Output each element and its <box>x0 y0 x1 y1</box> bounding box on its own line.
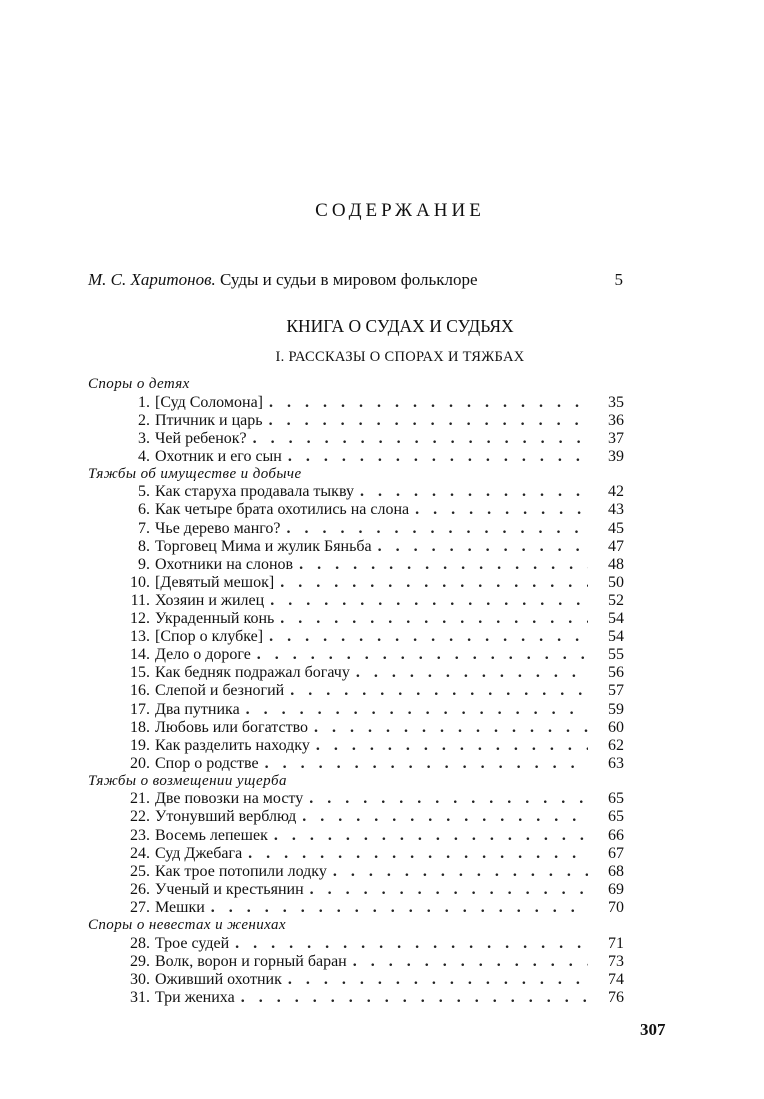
section-title: I. РАССКАЗЫ О СПОРАХ И ТЯЖБАХ <box>275 349 525 365</box>
dot-leader <box>248 845 588 863</box>
toc-entry <box>88 971 624 989</box>
dot-leader <box>378 538 588 556</box>
entry-title: Птичник и царь <box>155 411 263 429</box>
entry-number: 25. <box>130 862 150 880</box>
preface-entry <box>88 270 623 290</box>
entry-number: 8. <box>138 537 150 555</box>
entry-page: 76 <box>608 988 624 1006</box>
dot-leader <box>257 646 588 664</box>
entry-title: Как бедняк подражал богачу <box>155 664 350 682</box>
entry-page: 68 <box>608 862 624 880</box>
preface-title: Суды и судьи в мировом фольклоре <box>219 270 478 289</box>
toc-entry <box>88 394 624 412</box>
dot-leader <box>310 881 588 899</box>
entry-title: Волк, ворон и горный баран <box>155 952 347 970</box>
toc-entry <box>88 574 624 592</box>
entry-title: Суд Джебага <box>155 844 243 862</box>
toc-entry <box>88 412 624 430</box>
dot-leader <box>333 863 588 881</box>
dot-leader <box>290 682 588 700</box>
toc-entry <box>88 827 624 845</box>
entry-number: 22. <box>130 808 150 826</box>
entry-page: 50 <box>608 573 624 591</box>
entry-number: 15. <box>130 664 150 682</box>
dot-leader <box>270 592 588 610</box>
entry-page: 67 <box>608 844 624 862</box>
entry-page: 57 <box>608 682 624 700</box>
dot-leader <box>299 556 588 574</box>
toc-entry <box>88 610 624 628</box>
entry-title: Три жениха <box>155 988 235 1006</box>
entry-page: 47 <box>608 537 624 555</box>
entry-page: 54 <box>608 610 624 628</box>
dot-leader <box>280 610 588 628</box>
entry-page: 54 <box>608 628 624 646</box>
contents-heading: СОДЕРЖАНИЕ <box>315 200 485 221</box>
toc-entry <box>88 628 624 646</box>
entry-title: Мешки <box>155 898 205 916</box>
dot-leader <box>235 935 588 953</box>
toc-entry <box>88 737 624 755</box>
entry-number: 28. <box>130 934 150 952</box>
entry-title: [Спор о клубке] <box>155 628 264 646</box>
toc-entry <box>88 953 624 971</box>
entry-title: [Суд Соломона] <box>155 393 263 411</box>
dot-leader <box>211 899 588 917</box>
entry-number: 18. <box>130 718 150 736</box>
dot-leader <box>415 501 588 519</box>
dot-leader <box>316 737 588 755</box>
entry-number: 26. <box>130 880 150 898</box>
entry-title: Чей ребенок? <box>155 429 247 447</box>
entry-number: 29. <box>130 952 150 970</box>
entry-number: 3. <box>138 429 150 447</box>
toc-entry <box>88 448 624 466</box>
toc-entry <box>88 935 624 953</box>
toc-entry <box>88 430 624 448</box>
entry-title: Охотники на слонов <box>155 555 294 573</box>
dot-leader <box>253 430 588 448</box>
entry-page: 63 <box>608 754 624 772</box>
dot-leader <box>353 953 588 971</box>
dot-leader <box>269 394 588 412</box>
entry-title: Оживший охотник <box>155 970 282 988</box>
entry-title: [Девятый мешок] <box>155 573 275 591</box>
entry-page: 74 <box>608 970 624 988</box>
toc-entry <box>88 646 624 664</box>
dot-leader <box>280 574 588 592</box>
entry-page: 35 <box>608 393 624 411</box>
toc-entry <box>88 520 624 538</box>
entry-title: Дело о дороге <box>155 646 251 664</box>
entry-number: 12. <box>130 610 150 628</box>
entry-number: 21. <box>130 790 150 808</box>
entry-title: Спор о родстве <box>155 754 259 772</box>
entry-page: 39 <box>608 447 624 465</box>
entry-page: 69 <box>608 880 624 898</box>
entry-number: 31. <box>130 988 150 1006</box>
entry-page: 65 <box>608 790 624 808</box>
entry-number: 1. <box>138 393 150 411</box>
dot-leader <box>356 664 588 682</box>
entry-page: 70 <box>608 898 624 916</box>
dot-leader <box>309 790 588 808</box>
entry-page: 65 <box>608 808 624 826</box>
toc-entry <box>88 755 624 773</box>
entry-number: 7. <box>138 519 150 537</box>
toc-entry <box>88 538 624 556</box>
table-of-contents <box>88 376 624 1007</box>
entry-number: 5. <box>138 483 150 501</box>
dot-leader <box>269 628 588 646</box>
entry-title: Охотник и его сын <box>155 447 282 465</box>
entry-page: 45 <box>608 519 624 537</box>
entry-number: 10. <box>130 573 150 591</box>
entry-number: 23. <box>130 826 150 844</box>
dot-leader <box>314 719 588 737</box>
dot-leader <box>274 827 588 845</box>
entry-number: 6. <box>138 501 150 519</box>
dot-leader <box>288 448 588 466</box>
group-title: Споры о невестах и женихах <box>88 917 286 934</box>
entry-page: 59 <box>608 700 624 718</box>
entry-title: Восемь лепешек <box>155 826 268 844</box>
entry-page: 55 <box>608 646 624 664</box>
toc-entry <box>88 719 624 737</box>
entry-page: 42 <box>608 483 624 501</box>
entry-number: 13. <box>130 628 150 646</box>
entry-title: Хозяин и жилец <box>155 591 265 609</box>
entry-title: Утонувший верблюд <box>155 808 297 826</box>
toc-entry <box>88 899 624 917</box>
dot-leader <box>246 701 588 719</box>
dot-leader <box>360 483 588 501</box>
entry-number: 24. <box>130 844 150 862</box>
book-title: КНИГА О СУДАХ И СУДЬЯХ <box>286 316 514 336</box>
toc-entry <box>88 881 624 899</box>
group-title: Споры о детях <box>88 376 190 392</box>
preface-text <box>88 270 478 290</box>
entry-title: Как старуха продавала тыкву <box>155 483 354 501</box>
toc-entry <box>88 701 624 719</box>
entry-page: 62 <box>608 736 624 754</box>
toc-entry <box>88 989 624 1007</box>
dot-leader <box>241 989 588 1007</box>
toc-entry <box>88 682 624 700</box>
toc-entry <box>88 790 624 808</box>
entry-page: 66 <box>608 826 624 844</box>
entry-page: 56 <box>608 664 624 682</box>
entry-title: Как разделить находку <box>155 736 310 754</box>
entry-number: 16. <box>130 682 150 700</box>
entry-number: 4. <box>138 447 150 465</box>
entry-title: Слепой и безногий <box>155 682 285 700</box>
toc-entry <box>88 808 624 826</box>
entry-number: 14. <box>130 646 150 664</box>
entry-page: 52 <box>608 591 624 609</box>
toc-entry <box>88 483 624 501</box>
entry-title: Украденный конь <box>155 610 275 628</box>
entry-page: 48 <box>608 555 624 573</box>
toc-entry <box>88 845 624 863</box>
toc-entry <box>88 501 624 519</box>
entry-page: 71 <box>608 934 624 952</box>
entry-title: Как четыре брата охотились на слона <box>155 501 410 519</box>
entry-title: Ученый и крестьянин <box>155 880 304 898</box>
dot-leader <box>287 520 588 538</box>
group-title: Тяжбы об имуществе и добыче <box>88 465 302 482</box>
entry-title: Торговец Мима и жулик Бяньба <box>155 537 372 555</box>
page-number: 307 <box>640 1020 666 1039</box>
preface-page: 5 <box>614 270 623 289</box>
entry-number: 19. <box>130 736 150 754</box>
entry-number: 27. <box>130 898 150 916</box>
dot-leader <box>269 412 588 430</box>
entry-title: Два путника <box>155 700 240 718</box>
dot-leader <box>288 971 588 989</box>
entry-title: Как трое потопили лодку <box>155 862 327 880</box>
entry-number: 2. <box>138 411 150 429</box>
entry-title: Любовь или богатство <box>155 718 309 736</box>
entry-title: Трое судей <box>155 934 230 952</box>
entry-page: 36 <box>608 411 624 429</box>
preface-author: М. С. Харитонов. <box>88 270 216 289</box>
entry-number: 20. <box>130 754 150 772</box>
toc-entry <box>88 664 624 682</box>
entry-number: 9. <box>138 555 150 573</box>
entry-number: 11. <box>130 591 150 609</box>
entry-page: 60 <box>608 718 624 736</box>
toc-entry <box>88 592 624 610</box>
entry-number: 17. <box>130 700 150 718</box>
entry-title: Две повозки на мосту <box>155 790 304 808</box>
entry-number: 30. <box>130 970 150 988</box>
dot-leader <box>302 808 588 826</box>
entry-title: Чье дерево манго? <box>155 519 281 537</box>
entry-page: 73 <box>608 952 624 970</box>
toc-entry <box>88 863 624 881</box>
toc-entry <box>88 556 624 574</box>
entry-page: 43 <box>608 501 624 519</box>
entry-page: 37 <box>608 429 624 447</box>
group-title: Тяжбы о возмещении ущерба <box>88 772 287 789</box>
dot-leader <box>265 755 588 773</box>
